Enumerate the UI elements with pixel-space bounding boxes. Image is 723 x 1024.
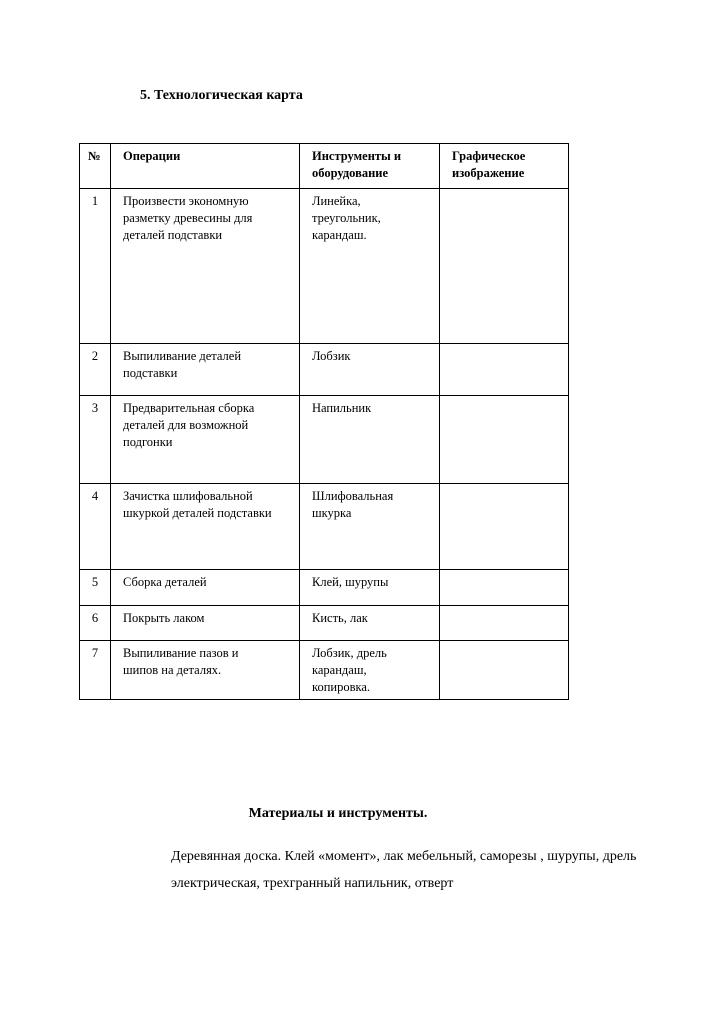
row-number: 6 [80, 606, 111, 641]
row-number: 7 [80, 641, 111, 700]
header-operations: Операции [111, 144, 300, 189]
row-operation: Произвести экономную разметку древесины для деталей подставки [111, 189, 300, 344]
table-row [80, 396, 569, 484]
row-graphic [440, 641, 569, 700]
row-number: 2 [80, 344, 111, 396]
section-title: 5. Технологическая карта [140, 88, 303, 103]
table-header-row [80, 144, 569, 189]
row-graphic [440, 570, 569, 606]
row-number: 1 [80, 189, 111, 344]
row-operation: Выпиливание деталей подставки [111, 344, 300, 396]
row-operation: Предварительная сборка деталей для возможной подгонки [111, 396, 300, 484]
row-operation: Зачистка шлифовальной шкуркой деталей подставки [111, 484, 300, 570]
row-tools: Шлифовальная шкурка [300, 484, 440, 570]
materials-title: Материалы и инструменты. [248, 806, 428, 821]
row-graphic [440, 189, 569, 344]
row-tools: Напильник [300, 396, 440, 484]
row-operation: Сборка деталей [111, 570, 300, 606]
row-number: 4 [80, 484, 111, 570]
row-operation: Выпиливание пазов и шипов на деталях. [111, 641, 300, 700]
row-number: 5 [80, 570, 111, 606]
row-tools: Линейка, треугольник, карандаш. [300, 189, 440, 344]
header-graphic: Графическое изображение [440, 144, 569, 189]
header-number: № [80, 144, 111, 189]
row-tools: Лобзик [300, 344, 440, 396]
materials-text: Деревянная доска. Клей «момент», лак мебельный, саморезы , шурупы, дрель электрическая, трехгранный напильник, отверт [171, 849, 637, 891]
technological-map-table [79, 143, 569, 700]
row-graphic [440, 484, 569, 570]
row-tools: Кисть, лак [300, 606, 440, 641]
row-operation: Покрыть лаком [111, 606, 300, 641]
row-number: 3 [80, 396, 111, 484]
table-row [80, 641, 569, 700]
row-tools: Клей, шурупы [300, 570, 440, 606]
row-graphic [440, 344, 569, 396]
table-row [80, 189, 569, 344]
row-graphic [440, 606, 569, 641]
row-graphic [440, 396, 569, 484]
table-row [80, 484, 569, 570]
table-row [80, 570, 569, 606]
table-row [80, 606, 569, 641]
table-row [80, 344, 569, 396]
header-tools: Инструменты и оборудование [300, 144, 440, 189]
row-tools: Лобзик, дрель карандаш, копировка. [300, 641, 440, 700]
